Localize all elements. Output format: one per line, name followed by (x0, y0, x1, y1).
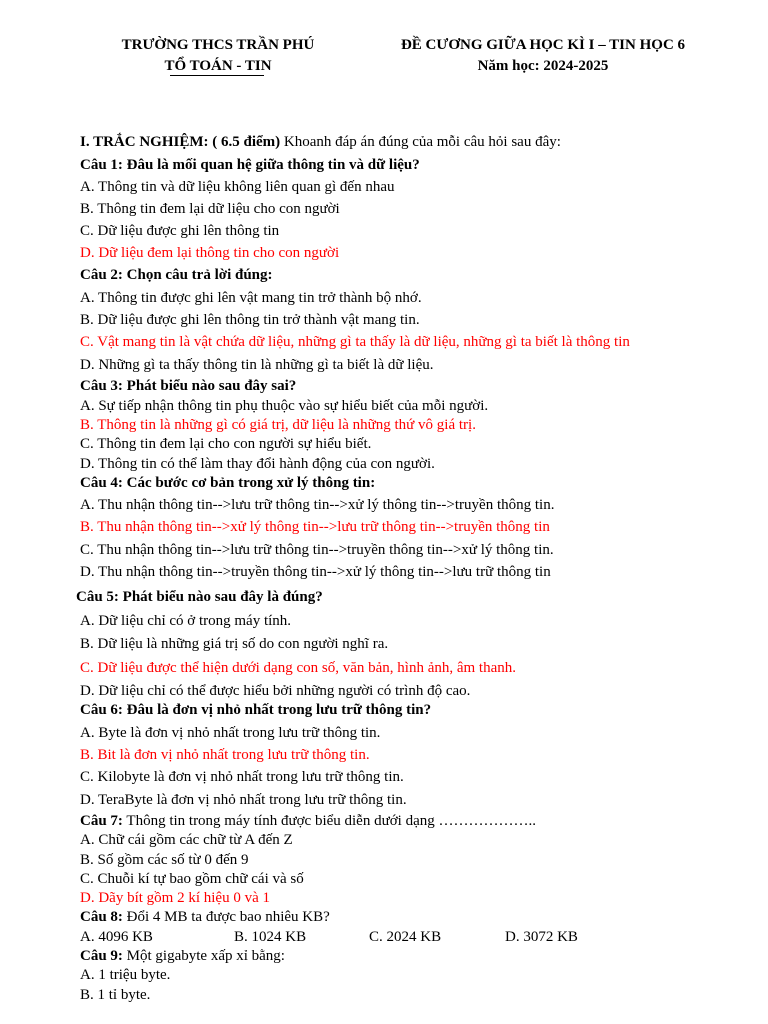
q2-option-b: B. Dữ liệu được ghi lên thông tin trở thành vật mang tin. (80, 312, 420, 328)
q3-option-b-answer: B. Thông tin là những gì có giá trị, dữ liệu là những thứ vô giá trị. (80, 417, 476, 433)
q3-option-a: A. Sự tiếp nhận thông tin phụ thuộc vào sự hiểu biết của mỗi người. (80, 398, 489, 414)
q7-option-b: B. Số gồm các số từ 0 đến 9 (80, 852, 249, 868)
q3-option-d: D. Thông tin có thể làm thay đổi hành động của con người. (80, 456, 435, 472)
q7-option-d-answer: D. Dãy bít gồm 2 kí hiệu 0 và 1 (80, 890, 270, 906)
section-label: I. TRẮC NGHIỆM: ( 6.5 điểm) (80, 134, 281, 150)
q9-label: Câu 9: (80, 948, 123, 964)
q8-option-c: C. 2024 KB (369, 929, 442, 945)
q8-label: Câu 8: (80, 909, 123, 925)
question-2: Câu 2: Chọn câu trả lời đúng: (80, 267, 273, 283)
section-heading (80, 133, 561, 151)
q1-option-d-answer: D. Dữ liệu đem lại thông tin cho con người (80, 245, 340, 261)
question-4: Câu 4: Các bước cơ bản trong xử lý thông tin: (80, 475, 376, 491)
q7-label: Câu 7: (80, 813, 123, 829)
q4-option-a: A. Thu nhận thông tin-->lưu trữ thông tin-->xử lý thông tin-->truyền thông tin. (80, 497, 555, 513)
q8-option-d: D. 3072 KB (505, 929, 578, 945)
q7-text: Thông tin trong máy tính được biểu diễn dưới dạng ……………….. (122, 813, 536, 829)
question-6: Câu 6: Đâu là đơn vị nhỏ nhất trong lưu trữ thông tin? (80, 702, 432, 718)
q5-option-b: B. Dữ liệu là những giá trị số do con người nghĩ ra. (80, 636, 389, 652)
q4-option-d: D. Thu nhận thông tin-->truyền thông tin-->xử lý thông tin-->lưu trữ thông tin (80, 564, 551, 580)
q1-option-a: A. Thông tin và dữ liệu không liên quan gì đến nhau (80, 179, 395, 195)
q7-option-c: C. Chuỗi kí tự bao gồm chữ cái và số (80, 871, 304, 887)
question-9 (80, 947, 285, 965)
q6-option-b-answer: B. Bit là đơn vị nhỏ nhất trong lưu trữ thông tin. (80, 747, 370, 763)
q6-option-a: A. Byte là đơn vị nhỏ nhất trong lưu trữ thông tin. (80, 725, 381, 741)
q8-option-a: A. 4096 KB (80, 929, 153, 945)
question-5: Câu 5: Phát biểu nào sau đây là đúng? (76, 589, 323, 605)
q7-option-a: A. Chữ cái gồm các chữ từ A đến Z (80, 832, 293, 848)
q5-option-c-answer: C. Dữ liệu được thể hiện dưới dạng con số, văn bản, hình ảnh, âm thanh. (80, 660, 517, 676)
question-3: Câu 3: Phát biểu nào sau đây sai? (80, 378, 297, 394)
q4-option-b-answer: B. Thu nhận thông tin-->xử lý thông tin-->lưu trữ thông tin-->truyền thông tin (80, 519, 550, 535)
q9-option-a: A. 1 triệu byte. (80, 967, 171, 983)
q2-option-c-answer: C. Vật mang tin là vật chứa dữ liệu, những gì ta thấy là dữ liệu, những gì ta biết là thông tin (80, 334, 630, 350)
q3-option-c: C. Thông tin đem lại cho con người sự hiểu biết. (80, 436, 372, 452)
q1-option-b: B. Thông tin đem lại dữ liệu cho con người (80, 201, 340, 217)
question-1: Câu 1: Đâu là mối quan hệ giữa thông tin và dữ liệu? (80, 157, 420, 173)
q9-text: Một gigabyte xấp xỉ bằng: (122, 948, 285, 964)
q8-option-b: B. 1024 KB (234, 929, 307, 945)
department-name: TỔ TOÁN - TIN (164, 58, 272, 74)
q5-option-d: D. Dữ liệu chỉ có thể được hiểu bởi những người có trình độ cao. (80, 683, 471, 699)
q9-option-b: B. 1 tỉ byte. (80, 987, 151, 1003)
school-name: TRƯỜNG THCS TRẦN PHÚ (121, 37, 315, 53)
school-year: Năm học: 2024-2025 (477, 58, 609, 74)
department-underline (170, 75, 264, 76)
header-right (378, 35, 708, 77)
q6-option-c: C. Kilobyte là đơn vị nhỏ nhất trong lưu trữ thông tin. (80, 769, 404, 785)
q6-option-d: D. TeraByte là đơn vị nhỏ nhất trong lưu trữ thông tin. (80, 792, 407, 808)
header-left (98, 35, 338, 77)
q2-option-d: D. Những gì ta thấy thông tin là những gì ta biết là dữ liệu. (80, 357, 434, 373)
q5-option-a: A. Dữ liệu chỉ có ở trong máy tính. (80, 613, 292, 629)
q1-option-c: C. Dữ liệu được ghi lên thông tin (80, 223, 280, 239)
q4-option-c: C. Thu nhận thông tin-->lưu trữ thông tin-->truyền thông tin-->xử lý thông tin. (80, 542, 554, 558)
q2-option-a: A. Thông tin được ghi lên vật mang tin trở thành bộ nhớ. (80, 290, 422, 306)
question-8 (80, 908, 330, 926)
section-instruction: Khoanh đáp án đúng của mỗi câu hỏi sau đây: (280, 134, 561, 150)
document-title: ĐỀ CƯƠNG GIỮA HỌC KÌ I – TIN HỌC 6 (400, 37, 686, 53)
q8-text: Đổi 4 MB ta được bao nhiêu KB? (122, 909, 330, 925)
question-7 (80, 812, 536, 830)
